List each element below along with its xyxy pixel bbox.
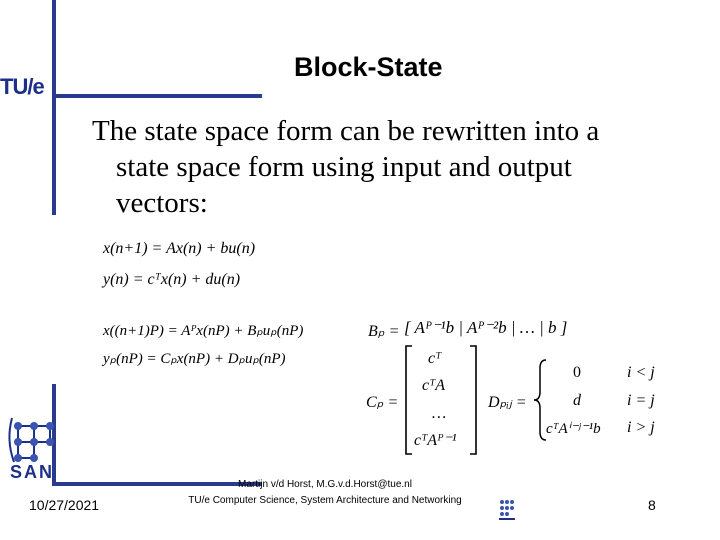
frame-vertical-top: [52, 0, 56, 215]
cp-row-3: …: [432, 405, 447, 422]
bp-matrix: [ Aᴾ⁻¹b | Aᴾ⁻²b | … | b ]: [404, 318, 568, 337]
body-line-2: state space form using input and output: [116, 151, 572, 183]
dp-case-2-cond: i = j: [627, 392, 655, 409]
cp-label: Cₚ =: [366, 394, 399, 411]
dp-label: Dₚᵢⱼ =: [488, 394, 527, 411]
equation-output: y(n) = cᵀx(n) + du(n): [103, 271, 241, 288]
footer-author-line-1: Martijn v/d Horst, M.G.v.d.Horst@tue.nl: [238, 479, 412, 490]
san-logo-icon: [4, 414, 58, 466]
footer-author: [150, 477, 500, 509]
slide-title: Block-State: [294, 52, 443, 82]
footer-date: 10/27/2021: [29, 497, 100, 513]
body-line-3: vectors:: [116, 187, 208, 219]
dp-case-3-cond: i > j: [627, 419, 655, 436]
dp-case-3-value: cᵀAⁱ⁻ʲ⁻¹b: [546, 421, 601, 437]
cp-row-4: cᵀAᴾ⁻¹: [414, 432, 457, 449]
san-logo-text: SAN: [10, 462, 55, 482]
dp-case-1-value: 0: [573, 364, 581, 381]
footer-page-number: 8: [648, 497, 656, 513]
body-line-1: The state space form can be rewritten into a: [92, 115, 600, 147]
frame-horizontal-top: [52, 94, 262, 98]
footer-san-icon: [498, 498, 516, 522]
tue-logo: TU/e: [0, 74, 44, 99]
equation-block-output: yₚ(nP) = Cₚx(nP) + Dₚuₚ(nP): [103, 351, 286, 367]
cp-row-2: cᵀA: [422, 377, 446, 394]
dp-case-2-value: d: [573, 392, 581, 409]
cp-row-1: cᵀ: [428, 350, 442, 367]
dp-case-1-cond: i < j: [627, 364, 655, 381]
slide-body: [92, 113, 702, 221]
equation-block-state: x((n+1)P) = Aᴾx(nP) + Bₚuₚ(nP): [103, 323, 304, 339]
equation-state: x(n+1) = Ax(n) + bu(n): [103, 240, 256, 257]
footer-author-line-2: TU/e Computer Science, System Architecture and Networking: [188, 495, 462, 506]
bp-label: Bₚ =: [368, 323, 400, 340]
